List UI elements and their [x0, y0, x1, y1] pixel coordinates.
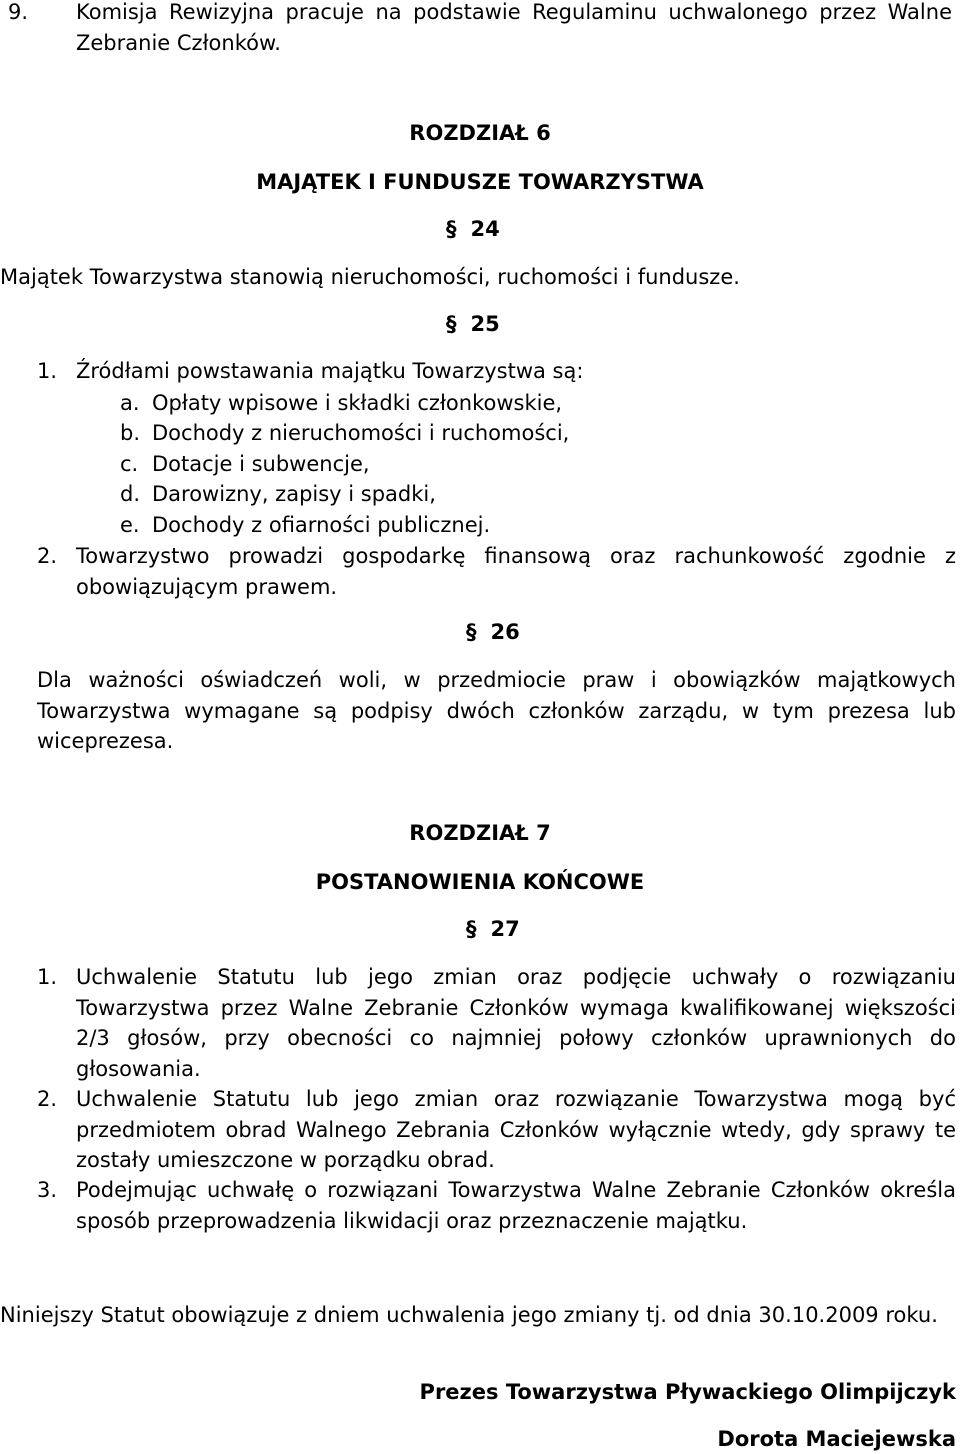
closing-statement: Niniejszy Statut obowiązuje z dniem uchwalenia jego zmiany tj. od dnia 30.10.2009 roku.	[0, 1303, 938, 1327]
s25-subitem-c-letter: c.	[120, 452, 139, 476]
section-symbol: §	[466, 917, 477, 941]
section-symbol: §	[466, 620, 477, 644]
section-24-text: Majątek Towarzystwa stanowią nieruchomości, ruchomości i fundusze.	[0, 265, 740, 289]
s27-item-3-number: 3.	[37, 1178, 58, 1202]
chapter-6-title: ROZDZIAŁ 6	[409, 121, 551, 145]
signature-role: Prezes Towarzystwa Pływackiego Olimpijczyk	[419, 1380, 956, 1404]
s25-subitem-d-text: Darowizny, zapisy i spadki,	[152, 482, 436, 506]
item-9-text: Komisja Rewizyjna pracuje na podstawie Regulaminu uchwalonego przez Walne Zebranie Członków.	[76, 0, 952, 55]
section-24-heading	[446, 214, 500, 244]
section-25-heading	[446, 309, 500, 339]
s27-item-1-number: 1.	[37, 965, 58, 989]
section-26-heading	[466, 617, 520, 647]
section-26-text: Dla ważności oświadczeń woli, w przedmiocie praw i obowiązków majątkowych Towarzystwa wymagane są podpisy dwóch członków zarządu, w tym prezesa lub wiceprezesa.	[37, 668, 956, 753]
chapter-7-title: ROZDZIAŁ 7	[409, 821, 551, 845]
s25-item-1-number: 1.	[37, 359, 58, 383]
s25-subitem-a-letter: a.	[120, 391, 140, 415]
s27-item-2-text: Uchwalenie Statutu lub jego zmian oraz rozwiązanie Towarzystwa mogą być przedmiotem obrad Walnego Zebrania Członków wyłącznie wtedy, gdy sprawy te zostały umieszczone w porządku obrad.	[76, 1087, 956, 1172]
s25-subitem-b-text: Dochody z nieruchomości i ruchomości,	[152, 421, 570, 445]
chapter-7-subtitle: POSTANOWIENIA KOŃCOWE	[315, 870, 645, 894]
s25-subitem-a-text: Opłaty wpisowe i składki członkowskie,	[152, 391, 563, 415]
s25-item-1-text: Źródłami powstawania majątku Towarzystwa są:	[76, 359, 584, 383]
section-number: 24	[470, 217, 500, 241]
s25-item-2-text: Towarzystwo prowadzi gospodarkę finansową oraz rachunkowość zgodnie z obowiązującym prawem.	[76, 544, 956, 599]
section-symbol: §	[446, 312, 457, 336]
section-symbol: §	[446, 217, 457, 241]
s27-item-2-number: 2.	[37, 1087, 58, 1111]
s25-subitem-c-text: Dotacje i subwencje,	[152, 452, 370, 476]
item-9-number: 9.	[8, 0, 29, 24]
section-number: 26	[490, 620, 520, 644]
signature-name: Dorota Maciejewska	[717, 1427, 956, 1451]
s25-item-2-number: 2.	[37, 544, 58, 568]
chapter-6-subtitle: MAJĄTEK I FUNDUSZE TOWARZYSTWA	[256, 170, 704, 194]
s25-subitem-b-letter: b.	[120, 421, 141, 445]
s27-item-3-text: Podejmując uchwałę o rozwiązani Towarzystwa Walne Zebranie Członków określa sposób przeprowadzenia likwidacji oraz przeznaczenie majątku.	[76, 1178, 956, 1233]
section-number: 27	[490, 917, 520, 941]
section-number: 25	[470, 312, 500, 336]
s25-subitem-e-text: Dochody z ofiarności publicznej.	[152, 513, 491, 537]
s25-subitem-d-letter: d.	[120, 482, 141, 506]
s25-subitem-e-letter: e.	[120, 513, 140, 537]
s27-item-1-text: Uchwalenie Statutu lub jego zmian oraz podjęcie uchwały o rozwiązaniu Towarzystwa przez Walne Zebranie Członków wymaga kwalifikowanej większości 2/3 głosów, przy obecności co najmniej połowy członków uprawnionych do głosowania.	[76, 965, 956, 1081]
section-27-heading	[466, 914, 520, 944]
